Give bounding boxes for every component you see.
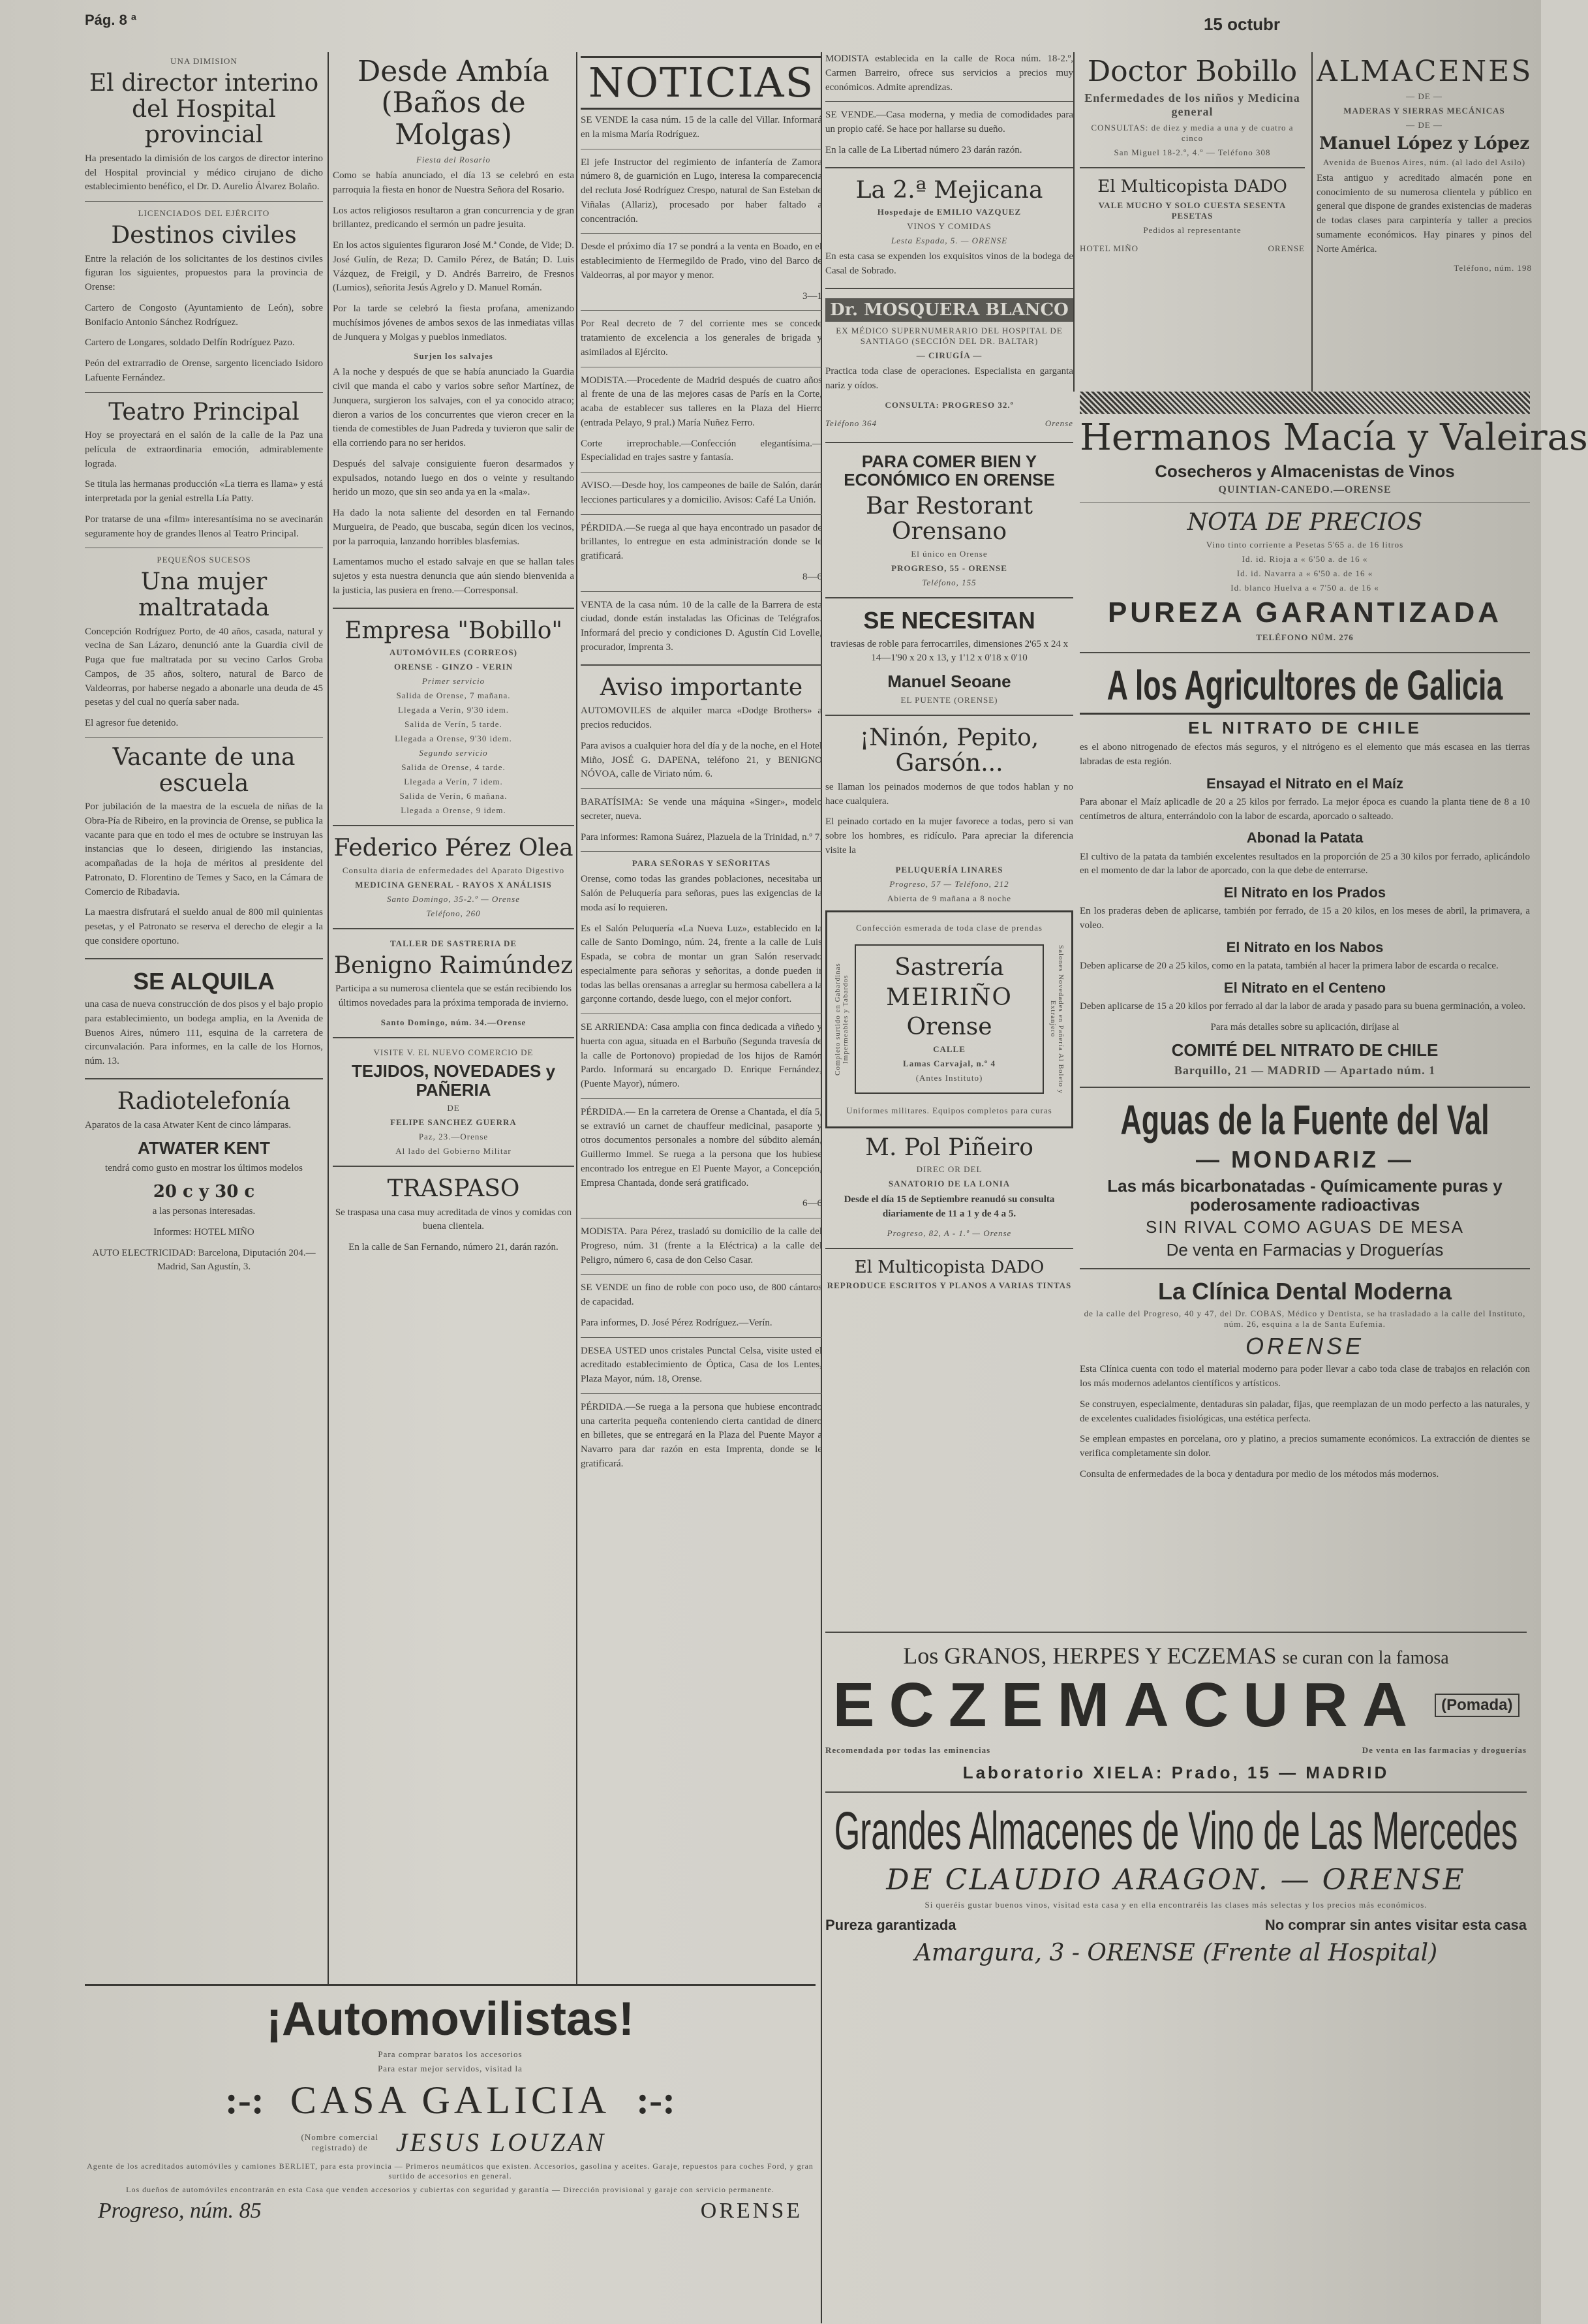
article-text: Concepción Rodríguez Porto, de 40 años, casada, natural y vecina de San Lázaro, denunció ante la Guardia civil de Puga que fue maltratada por su vecino Carlos Groba Campos, de 35 años, soltero, natural de Barco de Valdeorras, por haberse negado a abonarle una deuda de 45 pesetas y del cual no quería saber nada. xyxy=(85,626,323,708)
ad-headline: MEIRIÑO xyxy=(886,984,1013,1011)
ad-text: De venta en las farmacias y droguerías xyxy=(1362,1745,1527,1755)
ad-text: Paz, 23.—Orense xyxy=(418,1132,489,1142)
classified: SE ARRIENDA: Casa amplia con finca dedicada a viñedo y huerta con agua, situada en el Barbuño (Segunda travesía de la calle de Portonovo) propiedad de los hijos de Ramón Pardo. Informará su encargado D. Enrique Fernández, (Puente Mayor), número. xyxy=(581,1022,822,1090)
ad-text: Consulta de enfermedades de la boca y dentadura por medio de los métodos más modernos. xyxy=(1080,1468,1439,1480)
classified: DESEA USTED unos cristales Punctal Celsa, visite usted el acreditado establecimiento de Óptica, Casa de los Lentes, Plaza Mayor, núm. 18, Orense. xyxy=(581,1345,822,1385)
headline: El director interino del Hospital provincial xyxy=(89,70,319,149)
sastreria-ad-box xyxy=(825,910,1073,1128)
ad-text: ORENSE xyxy=(1268,243,1305,253)
ad-headline: Federico Pérez Olea xyxy=(333,835,573,862)
ad-headline: TEJIDOS, NOVEDADES y PAÑERIA xyxy=(351,1061,556,1100)
ad-headline: NOTA DE PRECIOS xyxy=(1187,509,1423,536)
ad-text: traviesas de roble para ferrocarriles, dimensiones 2'65 x 24 x 14—1'90 x 20 x 13, y 1'12 x 0'18 x 0'10 xyxy=(830,638,1069,664)
ad-text: Las más bicarbonatadas - Químicamente puras y poderosamente radioactivas xyxy=(1107,1175,1503,1215)
article-text: Por jubilación de la maestra de la escuela de niñas de la Obra-Pía de Ribeiro, en la provincia de Orense, se publica la vacante para que en todo el mes de octubre se instruyan las instancias que lo deseen, dirigiendo las instancias, acompañadas de la hoja de méritos al presidente del Patronato, D. Florentino de Temes y Saco, en la Cámara de Comercio de Ribadavia. xyxy=(85,801,323,897)
schedule-line: Llegada a Orense, 9'30 idem. xyxy=(395,734,512,744)
ad-text: EX MÉDICO SUPERNUMERARIO DEL HOSPITAL DE SANTIAGO (SECCIÓN DEL DR. BALTAR) xyxy=(836,326,1063,347)
classified: Para avisos a cualquier hora del día y de la noche, en el Hotel Miño, JOSÉ G. DAPENA, teléfono 21, y BENIGNO NÓVOA, calle de Viriato núm. 6. xyxy=(581,740,822,780)
kicker: LICENCIADOS DEL EJÉRCITO xyxy=(138,208,270,219)
classified: Corte irreprochable.—Confección elegantísima.—Especialidad en trajes sastre y fantasía. xyxy=(581,438,822,463)
ad-text: Teléfono, 260 xyxy=(426,908,481,918)
ad-headline: Radiotelefonía xyxy=(117,1087,291,1115)
classified: MODISTA.—Procedente de Madrid después de cuatro años al frente de una de las mejores casas de París en la Corte, acaba de establecer sus talleres en la Plaza del Hierro (entrada Pelayo, 9 pral.) María Nuñez Ferro. xyxy=(581,375,822,428)
classified: BARATÍSIMA: Se vende una máquina «Singer», modelo secreter, nueva. xyxy=(581,797,822,822)
ad-text: Abierta de 9 mañana a 8 noche xyxy=(887,893,1011,903)
ad-text: Se emplean empastes en porcelana, oro y platino, a precios sumamente económicos. La extracción de dientes se verifica completamente sin dolor. xyxy=(1080,1434,1530,1459)
ad-text: Para abonar el Maíz aplicadle de 20 a 25 kilos por ferrado. La mejor época es cuando la planta tiene de 8 a 10 centímetros de altura, enterrándolo con la labor de escarda, aporcado o salteado. xyxy=(1080,796,1530,822)
ad-headline: Grandes Almacenes de Vino de Las Mercedes xyxy=(834,1801,1518,1861)
ad-headline: CASA GALICIA xyxy=(290,2079,611,2122)
classified: SE VENDE la casa núm. 15 de la calle del Villar. Informará en la misma María Rodríguez. xyxy=(581,115,822,140)
ad-text: En la calle de San Fernando, número 21, darán razón. xyxy=(348,1242,558,1253)
ad-text: AUTOMÓVILES (CORREOS) xyxy=(389,647,517,658)
ad-subhead: El Nitrato en los Nabos xyxy=(1226,938,1384,955)
page-date: 15 octubr xyxy=(1203,14,1280,34)
ad-text: CONSULTAS: de diez y media a una y de cuatro a cinco xyxy=(1091,123,1294,144)
ad-text: Santo Domingo, 35-2.º — Orense xyxy=(387,893,520,904)
ad-text: tendrá como gusto en mostrar los últimos modelos xyxy=(105,1162,303,1173)
article-text: Cartero de Longares, soldado Delfín Rodríguez Pazo. xyxy=(85,337,295,349)
ad-text: DE xyxy=(447,1103,460,1113)
kicker: PEQUEÑOS SUCESOS xyxy=(157,555,251,565)
ad-text: Lamas Carvajal, n.º 4 xyxy=(903,1059,996,1069)
ad-text: Confección esmerada de toda clase de prendas xyxy=(856,922,1043,933)
ad-headline: DE CLAUDIO ARAGON. — ORENSE xyxy=(886,1863,1466,1897)
ad-text: Uniformes militares. Equipos completos para curas xyxy=(846,1105,1052,1115)
ad-text: Practica toda clase de operaciones. Especialista en garganta nariz y oídos. xyxy=(825,366,1073,391)
page-number: Pág. 8 ª xyxy=(85,12,137,28)
classified: AVISO.—Desde hoy, los campeones de baile de Salón, darán lecciones particulares y a domicilio. Avisos: Café La Unión. xyxy=(581,480,822,505)
article-text: El agresor fue detenido. xyxy=(85,718,179,729)
ad-text: — DE — xyxy=(1406,120,1443,131)
ad-text: CALLE xyxy=(933,1044,966,1055)
ad-headline: M. Pol Piñeiro xyxy=(865,1134,1033,1161)
ad-text: Los dueños de automóviles encontrarán en esta Casa que venden accesorios y cubiertas con seguridad y garantía — Dirección provisional y garaje con servicio permanente. xyxy=(126,2185,774,2195)
column-rule xyxy=(576,52,577,1984)
ad-text: Progreso, 82, A - 1.º — Orense xyxy=(887,1228,1012,1238)
ad-headline: Orense xyxy=(906,1014,992,1041)
ad-text: En los praderas deben de aplicarse, también por ferrado, de 15 a 20 kilos, en los meses de abril, la primavera, a voleo. xyxy=(1080,906,1530,931)
article-text: Cartero de Congosto (Ayuntamiento de León), sobre Bonifacio Antonio Sánchez Rodríguez. xyxy=(85,302,323,328)
ad-text: San Miguel 18-2.º, 4.º — Teléfono 308 xyxy=(1114,147,1271,158)
ad-headline: El Multicopista DADO xyxy=(1097,177,1287,197)
ad-text: Agente de los acreditados automóviles y camiones BERLIET, para esta provincia — Primeros neumáticos que existen. Accesorios, gasolina y aceites. Garaje, repuestos para coches Ford, y gran surtido de accesorios en general. xyxy=(87,2161,814,2181)
column-3 xyxy=(581,52,822,1945)
ad-text: De venta en Farmacias y Droguerías xyxy=(1166,1239,1444,1260)
article-text: Los actos religiosos resultaron a gran concurrencia y de gran brillantez, predicando el sermón un padre jesuita. xyxy=(333,205,574,230)
ad-headline: ECZEMACURA xyxy=(832,1670,1422,1740)
ad-headline: ORENSE xyxy=(1245,1332,1365,1359)
ad-text: PELUQUERÍA LINARES xyxy=(895,864,1003,875)
price-line: Vino tinto corriente a Pesetas 5'65 a. de 16 litros xyxy=(1206,539,1404,550)
article-text: Se titula las hermanas producción «La tierra es llama» y está interpretada por la genial estrella Lía Patty. xyxy=(85,479,323,504)
ad-headline: ALMACENES xyxy=(1317,55,1533,88)
ad-text: Pureza garantizada xyxy=(825,1917,956,1934)
article-text: Como se había anunciado, el día 13 se celebró en esta parroquia la fiesta en honor de Nuestra Señora del Rosario. xyxy=(333,170,574,195)
ad-text: Participa a su numerosa clientela que se están recibiendo los últimos novedades para la próxima temporada de invierno. xyxy=(335,984,572,1009)
ad-brand: ATWATER KENT xyxy=(138,1138,270,1158)
ad-text: Progreso, núm. 85 xyxy=(98,2199,262,2223)
ad-text: DIREC OR DEL xyxy=(916,1164,983,1175)
ad-headline: A los Agricultores de Galicia xyxy=(1107,662,1503,709)
ad-text: REPRODUCE ESCRITOS Y PLANOS A VARIAS TINTAS xyxy=(827,1280,1072,1291)
classified: AUTOMOVILES de alquiler marca «Dodge Brothers» a precios reducidos. xyxy=(581,705,822,731)
article-text: Lamentamos mucho el estado salvaje en que se hallan tales sujetos y esta nuestra denuncia que aún siendo bienvenida a la justicia, las pusiera en freno.—Corresponsal. xyxy=(333,557,574,596)
classified: PÉRDIDA.—Se ruega a la persona que hubiese encontrado una carterita pequeña conteniendo cierta cantidad de dinero en billetes, que se entregará en la Plaza del Puente Mayor a Navarro para dar razón en esta Imprenta, donde se le gratificará. xyxy=(581,1401,822,1469)
ad-text: Primer servicio xyxy=(421,676,485,687)
decorative-glyph: :-: xyxy=(224,2079,264,2122)
ad-text: El único en Orense xyxy=(911,549,988,559)
ad-headline: Dr. MOSQUERA BLANCO xyxy=(825,298,1073,322)
ad-headline: Bar Restorant Orensano xyxy=(866,492,1033,546)
ad-text: Informes: HOTEL MIÑO xyxy=(153,1226,254,1237)
ad-text: Teléfono, 155 xyxy=(922,578,977,588)
ad-text: Pedidos al representante xyxy=(1143,225,1242,235)
ad-text: Teléfono 364 xyxy=(825,418,878,428)
ad-text: — CIRUGÍA — xyxy=(916,350,983,361)
ad-text: Deben aplicarse de 20 a 25 kilos, como en la patata, también al hacer la primera labor de escarda o recalce. xyxy=(1080,960,1499,971)
schedule-line: Llegada a Verín, 9'30 idem. xyxy=(398,705,509,715)
article-text: Peón del extrarradio de Orense, sargento licenciado Isidoro Lafuente Fernández. xyxy=(85,358,323,383)
decorative-band xyxy=(1080,392,1530,414)
ad-headline: PARA COMER BIEN Y ECONÓMICO EN ORENSE xyxy=(844,451,1055,490)
ad-headline: SE NECESITAN xyxy=(863,607,1035,634)
ad-text: Aparatos de la casa Atwater Kent de cinco lámparas. xyxy=(85,1119,292,1130)
ad-text: CONSULTA: PROGRESO 32.ª xyxy=(885,399,1014,410)
article-text: Por tratarse de una «film» interesantísima no se avecinarán seguramente hoy de grandes llenos al Teatro Principal. xyxy=(85,514,323,539)
ad-text: SIN RIVAL COMO AGUAS DE MESA xyxy=(1146,1217,1464,1237)
ad-side-text: Completo surtido en Gabardinas Impermeables y Tabardos xyxy=(834,963,849,1076)
ad-text: El peinado cortado en la mujer favorece a todas, pero si van sobre los hombres, es ridículo. Para apreciar la diferencia visite la xyxy=(825,816,1073,856)
automovilistas-ad xyxy=(85,1984,816,2312)
ad-text: No comprar sin antes visitar esta casa xyxy=(1264,1917,1527,1934)
classified: Por Real decreto de 7 del corriente mes se concede tratamiento de excelencia a los generales de brigada y asimilados al Ejército. xyxy=(581,318,822,358)
ad-text: Laboratorio XIELA: Prado, 15 — MADRID xyxy=(962,1763,1390,1782)
ad-text: COMITÉ DEL NITRATO DE CHILE xyxy=(1171,1040,1439,1061)
classified: En la calle de La Libertad número 23 darán razón. xyxy=(825,144,1022,155)
ad-text: Se traspasa una casa muy acreditada de vinos y comidas con buena clientela. xyxy=(335,1207,572,1232)
article-text: A la noche y después de que se había anunciado la Guardia civil que manda el cabo y varios sobre señor Martínez, de Junquera, surgieron los salvajes, con el ya conocido atraco; dieron a varios de los concurrentes que vieron crecer en la tienda de comestibles de Juan Padreda y tuvieron que salir de ella corriendo para no ser heridos. xyxy=(333,367,574,449)
ad-text: Para más detalles sobre su aplicación, diríjase al xyxy=(1210,1021,1399,1032)
article-text: La maestra disfrutará el sueldo anual de 800 mil quinientas pesetas, y el Patronato se reserva el derecho de elegir a la que considere oportuno. xyxy=(85,907,323,946)
ad-headline: PUREZA GARANTIZADA xyxy=(1107,596,1503,628)
column-4 xyxy=(825,52,1073,1762)
ad-text: Manuel Seoane xyxy=(887,672,1011,692)
classified: SE VENDE un fino de roble con poco uso, de 800 cántaros de capacidad. xyxy=(581,1282,822,1308)
classified: Para informes, D. José Pérez Rodríguez.—Verín. xyxy=(581,1317,772,1328)
kicker: UNA DIMISION xyxy=(170,56,237,66)
column-rule xyxy=(1311,52,1313,392)
ad-headline: Aviso importante xyxy=(600,674,803,701)
headline: Destinos civiles xyxy=(111,222,297,249)
article-text: Hoy se proyectará en el salón de la calle de la Paz una película de extraordinaria emoción, admirablemente lograda. xyxy=(85,430,323,469)
ad-text: Teléfono, núm. 198 xyxy=(1454,263,1532,273)
ad-text: (Pomada) xyxy=(1435,1694,1519,1717)
ad-headline: Los GRANOS, HERPES Y ECZEMAS xyxy=(903,1643,1277,1669)
ad-headline: La Clínica Dental Moderna xyxy=(1157,1278,1452,1305)
article-text: Ha dado la nota saliente del desorden en tal Fernando Murgueira, de Peado, que buscaba, según dicen los vecinos, por la parroquia, lanzando horribles blasfemias. xyxy=(333,508,574,547)
ad-text: Esta Clínica cuenta con todo el material moderno para poder llevar a cabo toda clase de trabajos en relación con los más modernos adelantos científicos y artísticos. xyxy=(1080,1364,1530,1389)
ad-text: QUINTIAN-CANEDO.—ORENSE xyxy=(1218,484,1392,496)
ad-text: Progreso, 57 — Teléfono, 212 xyxy=(889,878,1009,889)
ad-headline: ¡Ninón, Pepito, Garsón... xyxy=(859,724,1039,777)
ad-text: VALE MUCHO Y SOLO CUESTA SESENTA PESETAS xyxy=(1098,200,1287,221)
schedule-line: Salida de Verín, 6 mañana. xyxy=(399,791,508,801)
ad-text: se llaman los peinados modernos de que todos hablan y no hace cualquiera. xyxy=(825,781,1073,807)
classified: PÉRDIDA.— En la carretera de Orense a Chantada, el día 5, se extravió un carnet de chauffeur medicinal, pasaporte y otros documentos personales a nombre del súbdito alemán, Guillermo Immel. Se ruega a la persona que los hubiese encontrado los entregue en El Puente Mayor, a Concepción, Empresa Chantada, donde será gratificado. xyxy=(581,1106,822,1188)
classified: Para informes: Ramona Suárez, Plazuela de la Trinidad, n.º 7. xyxy=(581,831,822,843)
headline: Vacante de una escuela xyxy=(112,743,296,797)
subhead: Fiesta del Rosario xyxy=(416,155,491,165)
ad-text: ORENSE - GINZO - VERIN xyxy=(393,662,513,672)
ad-headline: El Multicopista DADO xyxy=(854,1257,1045,1277)
price-line: Id. blanco Huelva a « 7'50 a. de 16 « xyxy=(1230,582,1379,593)
ad-text: Recomendada por todas las eminencias xyxy=(825,1745,991,1755)
schedule-line: Salida de Orense, 4 tarde. xyxy=(401,762,506,773)
ad-headline: TRASPASO xyxy=(387,1175,520,1203)
schedule-line: Salida de Orense, 7 mañana. xyxy=(396,690,511,701)
ad-headline: Hermanos Macía y Valeiras xyxy=(1080,416,1588,459)
ad-text: VISITE V. EL NUEVO COMERCIO DE xyxy=(373,1047,534,1057)
classified-head: PARA SEÑORAS Y SEÑORITAS xyxy=(632,858,771,869)
ad-side-text: Salones Novedades en Pañería Al Boleto y Extranjero xyxy=(1049,944,1065,1094)
ad-headline: — MONDARIZ — xyxy=(1196,1146,1414,1173)
column-rule xyxy=(1073,52,1075,392)
ad-text: MEDICINA GENERAL - RAYOS X ANÁLISIS xyxy=(355,879,552,890)
ad-text: Avenida de Buenos Aires, núm. (al lado del Asilo) xyxy=(1322,157,1526,167)
ad-text: se curan con la famosa xyxy=(1282,1648,1449,1668)
article-text: Entre la relación de los solicitantes de los destinos civiles figuran los siguientes, propuestos para la provincia de Orense: xyxy=(85,253,323,293)
price-line: Id. id. Navarra a « 6'50 a. de 16 « xyxy=(1236,568,1373,578)
classified: Desde el próximo día 17 se pondrá a la venta en Boado, en el establecimiento de Hermegildo de Prado, vino del Barco de Valdeorras, al por mayor y menor. xyxy=(581,241,822,281)
column-5a xyxy=(1080,52,1305,392)
ad-text: SANATORIO DE LA LONIA xyxy=(888,1179,1011,1189)
ad-text: HOTEL MIÑO xyxy=(1080,243,1139,253)
ad-text: FELIPE SANCHEZ GUERRA xyxy=(390,1117,517,1128)
ad-text: Si queréis gustar buenos vinos, visitad esta casa y en ella encontraréis las clases más selectas y los precios más económicos. xyxy=(924,1900,1428,1910)
schedule-line: Salida de Verín, 5 tarde. xyxy=(405,719,502,730)
ad-text: Esta antiguo y acreditado almacén pone en conocimiento de su numerosa clientela y público en general que dispone de grandes existencias de maderas de todas clases para carpintería y taller a precios sumamente económicos. Hay pinares y pinos del Norte América. xyxy=(1317,172,1532,255)
classified: MODISTA. Para Pérez, trasladó su domicilio de la calle del Progreso, núm. 31 (frente a la Eléctrica) a la calle del Peligro, número 6, casa de don Celso Casar. xyxy=(581,1226,822,1265)
ad-headline: Benigno Raimúndez xyxy=(333,952,573,979)
ad-text: Enfermedades de los niños y Medicina general xyxy=(1084,91,1300,119)
ad-headline: Empresa "Bobillo" xyxy=(344,617,562,644)
ad-text: TELÉFONO NÚM. 276 xyxy=(1256,632,1354,643)
ad-text: 20 c y 30 c xyxy=(153,1181,255,1201)
ad-text: Lesta Espada, 5. — ORENSE xyxy=(891,236,1008,246)
ad-subhead: Ensayad el Nitrato en el Maíz xyxy=(1206,775,1403,792)
ad-text: (Nombre comercial registrado) de xyxy=(301,2131,378,2152)
headline: Teatro Principal xyxy=(108,398,299,426)
ad-subhead: El Nitrato en el Centeno xyxy=(1223,979,1386,996)
headline: Una mujer maltratada xyxy=(138,568,269,622)
column-1 xyxy=(85,52,323,2297)
classified-number: 3—1 xyxy=(802,290,822,302)
classified: PÉRDIDA.—Se ruega al que haya encontrado un pasador de brillantes, lo entregue en esta administración donde se le gratificará. xyxy=(581,522,822,562)
ad-text: Deben aplicarse de 15 a 20 kilos por ferrado al dar la labor de arada y pasado para su buena germinación, a voleo. xyxy=(1080,1000,1526,1012)
classified: SE VENDE.—Casa moderna, y media de comodidades para un propio café. Se hace por hallarse su dueño. xyxy=(825,110,1073,134)
ad-text: PROGRESO, 55 - ORENSE xyxy=(891,563,1007,574)
column-5b xyxy=(1317,52,1532,392)
ad-text: Orense xyxy=(1045,418,1073,428)
classified-number: 8—6 xyxy=(802,571,822,582)
ad-text: Desde el día 15 de Septiembre reanudó su consulta diariamente de 11 a 1 y de 4 a 5. xyxy=(844,1194,1055,1220)
ad-text: ORENSE xyxy=(700,2199,802,2223)
ad-text: AUTO ELECTRICIDAD: Barcelona, Diputación 204.—Madrid, San Agustín, 3. xyxy=(92,1247,316,1273)
classified: MODISTA establecida en la calle de Roca núm. 18-2.º, Carmen Barreiro, ofrece sus servicios a precios muy económicos. Admite aprendizas. xyxy=(825,54,1073,93)
article-text: En los actos siguientes figuraron José M.ª Conde, de Vide; D. José Gulín, de Reza; D. Camilo Pérez, de Batán; D. Luis Vázquez, de Freigil, y D. Andrés Barreiro, de Fresnos (Lumios), señorita Jesús Agrelo y D. Manuel Román. xyxy=(333,240,574,294)
ad-text: (Antes Instituto) xyxy=(915,1073,983,1083)
classified: El jefe Instructor del regimiento de infantería de Zamora número 8, de guarnición en Lugo, interesa la comparecencia del recluta José Rodríguez Crespo, natural de San Esteban de Viñalas (Allariz), procesado por haber faltado a concentración. xyxy=(581,157,822,225)
ad-text: Amargura, 3 - ORENSE (Frente al Hospital) xyxy=(914,1940,1438,1967)
ad-text: Para estar mejor servidos, visitad la xyxy=(378,2064,523,2074)
price-list xyxy=(1080,540,1530,593)
ad-text: una casa de nueva construcción de dos pisos y el bajo propio para establecimiento, un bodega amplia, en la Avenida de Buenos Aires, número 111, esquina de la carretera de circunvalación. Para informes, en la calle de los Hornos, núm. 13. xyxy=(85,999,323,1067)
decorative-glyph: :-: xyxy=(636,2079,676,2122)
ad-text: Para comprar baratos los accesorios xyxy=(378,2049,523,2060)
wide-ads xyxy=(1080,392,1588,1619)
ad-headline: ¡Automovilistas! xyxy=(266,1993,635,2045)
ad-text: Al lado del Gobierno Militar xyxy=(395,1146,512,1156)
ad-text: El cultivo de la patata da también excelentes resultados en la proporción de 25 a 30 kilos por ferrado, aplicándolo en el momento de dar la labor de aporcado, con la que debe de enterrarse. xyxy=(1080,851,1530,876)
classified: Orense, como todas las grandes poblaciones, necesitaba un Salón de Peluquería para señoras, pues las exigencias de la moda así lo requieren. xyxy=(581,874,822,913)
classified: Es el Salón Peluquería «La Nueva Luz», establecido en la calle de Santo Domingo, núm. 24, frente a la calle de Luis Espada, se cobra de montar un gran Salón reservado especialmente para señoras y señoritas, a donde pueden ir todas las bellas orensanas a arreglar su hermosa cabellera a la garçonne cortando, desde luego, con el mejor confort. xyxy=(581,923,822,1005)
ad-text: MADERAS Y SIERRAS MECÁNICAS xyxy=(1343,106,1505,116)
ad-text: EL PUENTE (ORENSE) xyxy=(900,694,998,705)
column-rule xyxy=(328,52,329,1984)
ad-text: es el abono nitrogenado de efectos más seguros, y el nitrógeno es el elemento que más escasea en las tierras labradas de esta región. xyxy=(1080,742,1530,767)
ad-text: Se construyen, especialmente, dentaduras sin paladar, fijas, que reemplazan de un modo perfecto a las naturales, y de excelentes cualidades fisiológicas, una estética perfecta. xyxy=(1080,1399,1530,1424)
classified-number: 6—6 xyxy=(802,1198,822,1209)
ad-headline: JESUS LOUZAN xyxy=(395,2128,607,2158)
ad-headline: Manuel López y López xyxy=(1319,134,1530,154)
ad-headline: SE ALQUILA xyxy=(133,967,275,995)
ad-headline: Sastrería xyxy=(894,954,1004,982)
ad-text: de la calle del Progreso, 40 y 47, del Dr. COBAS, Médico y Dentista, se ha trasladado a la calle del Instituto, núm. 26, esquina a la de Santa Eufemia. xyxy=(1084,1308,1526,1329)
ad-text: En esta casa se expenden los exquisitos vinos de la bodega de Casal de Sobrado. xyxy=(825,251,1073,276)
ad-subhead: Abonad la Patata xyxy=(1246,829,1364,846)
schedule-line: Llegada a Orense, 9 idem. xyxy=(401,805,506,816)
ad-headline: EL NITRATO DE CHILE xyxy=(1080,713,1530,737)
schedule-line: Llegada a Verín, 7 idem. xyxy=(404,777,503,787)
subhead: Surjen los salvajes xyxy=(414,351,493,362)
classified: VENTA de la casa núm. 10 de la calle de la Barrera de esta ciudad, donde están instaladas las Oficinas de Telégrafos. Informará del precio y condiciones D. Agustín Cid Lovelle, procurador, Imprenta 3. xyxy=(581,599,822,653)
ad-headline: Doctor Bobillo xyxy=(1087,55,1298,88)
ad-text: a las personas interesadas. xyxy=(152,1206,256,1217)
ad-text: Consulta diaria de enfermedades del Aparato Digestivo xyxy=(342,865,565,875)
ad-headline: Aguas de la Fuente del Val xyxy=(1120,1096,1489,1143)
ad-subhead: El Nitrato en los Prados xyxy=(1223,884,1386,901)
ad-headline: La 2.ª Mejicana xyxy=(855,176,1043,204)
ad-text: — DE — xyxy=(1406,91,1443,102)
headline: Desde Ambía (Baños de Molgas) xyxy=(357,55,550,151)
ad-text: TALLER DE SASTRERIA DE xyxy=(389,938,517,948)
ad-text: Santo Domingo, núm. 34.—Orense xyxy=(380,1017,527,1027)
wide-ads-lower xyxy=(825,1632,1527,2310)
ad-text: Segundo servicio xyxy=(419,748,488,758)
article-text: Por la tarde se celebró la fiesta profana, amenizando muchísimos jóvenes de ambos sexos de las inmediatas villas de Junquera y Molgas y pueblos inmediatos. xyxy=(333,303,574,343)
price-line: Id. id. Rioja a « 6'50 a. de 16 « xyxy=(1242,553,1368,564)
section-title: NOTICIAS xyxy=(581,56,822,110)
article-text: Después del salvaje consiguiente fueron desarmados y expulsados, notando luego en dos o veinte y resultando herido un mozo, que sin seo anda ya en la «mala». xyxy=(333,458,574,498)
ad-text: VINOS Y COMIDAS xyxy=(907,221,992,232)
column-2 xyxy=(333,52,574,2297)
ad-text: Hospedaje de EMILIO VAZQUEZ xyxy=(877,207,1022,217)
article-text: Ha presentado la dimisión de los cargos de director interino del Hospital provincial y médico cirujano de dicho establecimiento benéfico, el Dr. D. Aurelio Álvarez Bolaño. xyxy=(85,153,323,193)
ad-text: Barquillo, 21 — MADRID — Apartado núm. 1 xyxy=(1174,1063,1436,1077)
ad-text: Cosecheros y Almacenistas de Vinos xyxy=(1155,461,1455,481)
